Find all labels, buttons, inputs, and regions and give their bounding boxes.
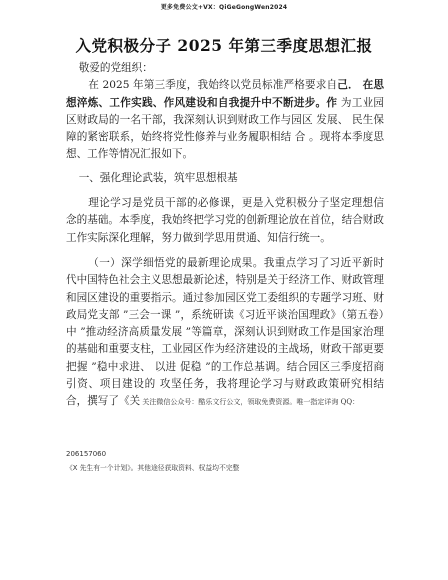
intro-paragraph <box>66 77 384 163</box>
document-title: 入党积极分子 2025 年第三季度思想汇报 <box>75 36 373 55</box>
intro-text-2: 为工业园区财政局的一名干部，我深刻认识到财政工作与园区 发展、 民生保障的紧密联系，始终将党性修养与业务履职相结 合 。现将本季度思想、工作等情况汇报如下。 <box>66 96 385 161</box>
subsection-1-text: （一）深学细悟党的最新理论成果。我重点学习了习近平新时代中国特色社会主义思想最新论述，特别是关于经济工作、财政管理和园区建设的重要指示。通过参加园区党工委组织的专题学习班、财政局党支部 ”三会一课 ”，系统研读《习近平谈治国理政》（第五卷）中 ”推动经济高质量发展 ”等篇章，深刻认识到财政工作是国家治理的基础和重要支柱，工业园区作为经济建设的主战场，财政干部更要把握 ”稳中求进、 以进 促稳 ”的工作总基调。结合园区三季度招商引资、项目建设的 攻坚任务，我将理论学习与财政政策研究相结合，撰写了 <box>66 256 384 408</box>
footer-note: 《X 先生有一个计划》。其他途径获取资料、权益均不完整 <box>66 464 240 472</box>
subsection-1-promo-lead: 《关 <box>118 395 141 408</box>
salutation: 敬爱的党组织： <box>78 62 153 74</box>
intro-text-bold-1: 己． 在思想淬炼、工作实践、作风建设和自我提升中不断进 <box>66 79 384 109</box>
document-body <box>66 60 384 411</box>
promo-text: 关注微信公众号：酷乐文行公文，领取免费资源。唯一指定详询 QQ： <box>140 398 360 407</box>
section-heading-1: 一、强化理论武装，筑牢思想根基 <box>78 171 238 184</box>
subsection-1-paragraph <box>66 255 384 411</box>
header-note: 更多免费公文+VX：QiGeGongWen2024 <box>160 4 288 11</box>
section-1-paragraph: 理论学习是党员干部的必修课，更是入党积极分子坚定理想信念的基础。本季度，我始终把学习党的创新理论放在首位，结合财政工作实际深化理解，努力做到学思用贯通、知信行统一。 <box>66 197 384 244</box>
promo-number: 206157060 <box>66 450 107 458</box>
intro-text-1: 在 2025 年第三季度，我始终以党员标准严格要求自 <box>88 79 338 92</box>
intro-text-bold-2: 步。作 <box>304 96 338 109</box>
